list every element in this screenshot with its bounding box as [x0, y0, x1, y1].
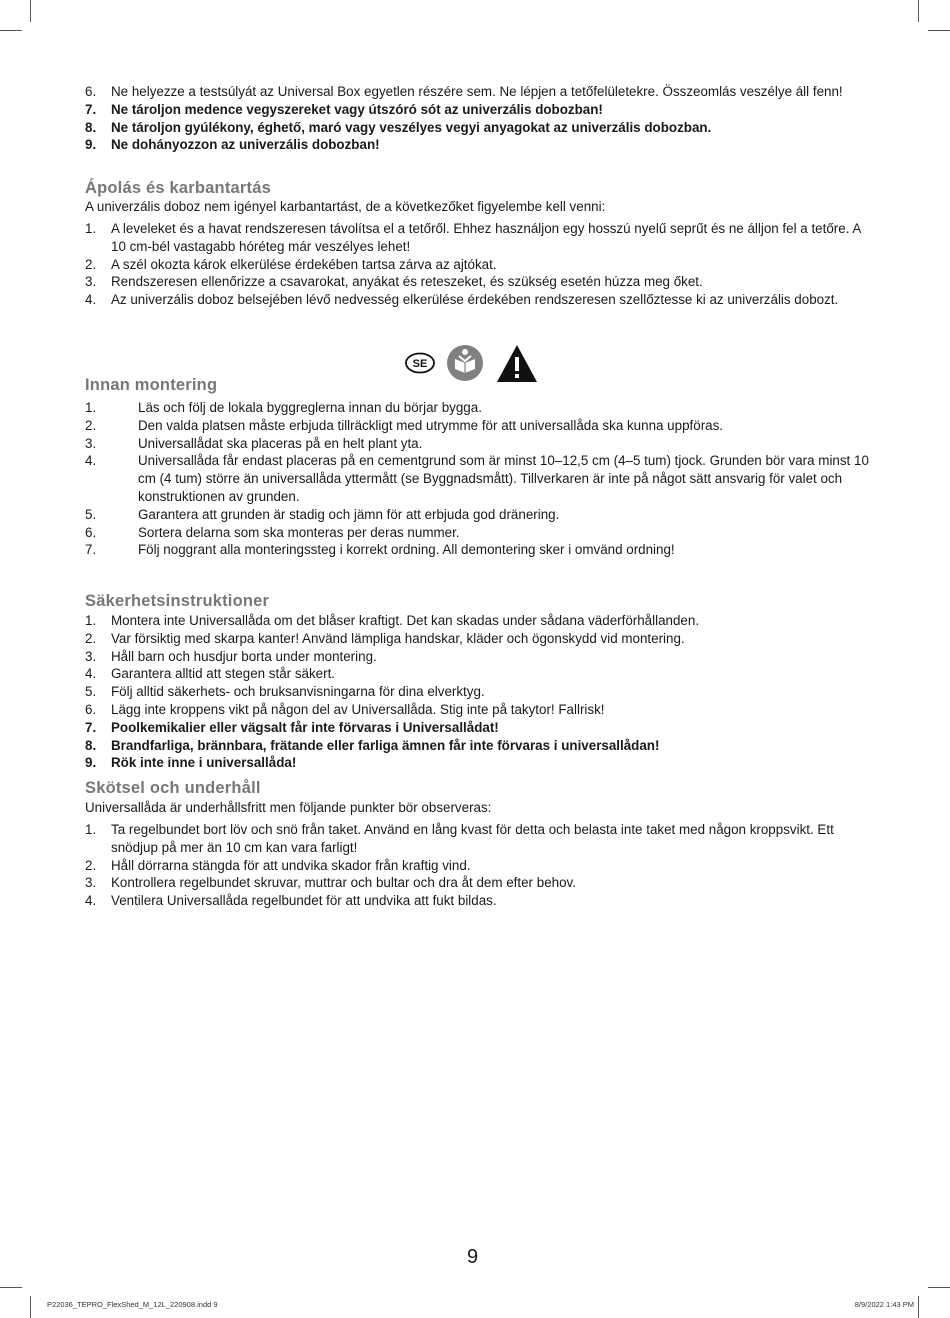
read-manual-icon [447, 345, 483, 381]
list-item: 1. Montera inte Universallåda om det blåser kraftigt. Det kan skadas under sådana väderförhållanden. [85, 613, 700, 628]
crop-mark [0, 1287, 22, 1288]
list-item: 3. Universallådat ska placeras på en helt plant yta. [85, 435, 423, 451]
list-item: 8. Brandfarliga, brännbara, frätande eller farliga ämnen får inte förvaras i universallådan! [85, 737, 660, 753]
crop-mark [928, 1287, 950, 1288]
swedish-care-list [85, 821, 845, 910]
svg-text:SE: SE [412, 358, 428, 370]
list-item: 1. Ta regelbundet bort löv och snö från taket. Använd en lång kvast för detta och belasta inte taket med någon kroppsvikt. Ett snödjup på mer än 10 cm kan vara farligt! [85, 822, 834, 855]
list-item: 5. Garantera att grunden är stadig och jämn för att erbjuda god dränering. [85, 506, 560, 522]
list-item: 1. Läs och följ de lokala byggreglerna innan du börjar bygga. [85, 400, 482, 415]
footer-file-name: P22036_TEPRO_FlexShed_M_12L_220908.indd 9 [47, 1300, 218, 1309]
list-item: 4. Az univerzális doboz belsejében lévő nedvesség elkerülése érdekében rendszeresen szellőztesse ki az univerzális dobozt. [85, 292, 839, 308]
section-intro-care-hu: A univerzális doboz nem igényel karbantartást, de a következőket figyelembe kell venni: [85, 199, 606, 214]
list-item: 8. Ne tároljon gyúlékony, éghető, maró vagy veszélyes vegyi anyagokat az univerzális dobozban. [85, 119, 712, 135]
list-item: 3. Kontrollera regelbundet skruvar, muttrar och bultar och dra åt dem efter behov. [85, 875, 576, 891]
section-heading-safety: Säkerhetsinstruktioner [85, 592, 270, 610]
list-item: 7. Poolkemikalier eller vägsalt får inte förvaras i Universallådat! [85, 719, 499, 735]
list-item: 6. Lägg inte kroppens vikt på någon del av Universallåda. Stig inte på takytor! Fallrisk! [85, 701, 605, 717]
crop-mark [30, 0, 31, 22]
list-item: 7. Ne tároljon medence vegyszereket vagy útszóró sót az univerzális dobozban! [85, 101, 603, 117]
list-item: 3. Rendszeresen ellenőrizze a csavarokat, anyákat és reteszeket, és szükség esetén húzza meg őket. [85, 274, 703, 290]
crop-mark [30, 1296, 31, 1318]
crop-mark [918, 0, 919, 22]
list-item: 4. Universallåda får endast placeras på en cementgrund som är minst 10–12,5 cm (4–5 tum) tjock. Grunden bör vara minst 10 cm (4 tum) större än universallåda yttermått (se Byggnadsmått). Tillverkaren är inte på något sätt ansvarig för valet och konstruktionen av grunden. [85, 453, 869, 504]
section-heading-care-se: Skötsel och underhåll [85, 779, 261, 797]
hungarian-care-list [85, 220, 875, 309]
footer-timestamp: 8/9/2022 1:43 PM [854, 1300, 914, 1309]
section-heading-mounting: Innan montering [85, 376, 218, 394]
list-item: 2. Var försiktig med skarpa kanter! Använd lämpliga handskar, kläder och ögonskydd vid montering. [85, 630, 685, 646]
list-item: 2. Håll dörrarna stängda för att undvika skador från kraftig vind. [85, 857, 471, 873]
crop-mark [0, 30, 22, 31]
warning-triangle-icon [497, 345, 537, 382]
page-number: 9 [467, 1246, 479, 1268]
list-item: 2. A szél okozta károk elkerülése érdekében tartsa zárva az ajtókat. [85, 256, 497, 272]
list-item: 4. Ventilera Universallåda regelbundet för att undvika att fukt bildas. [85, 893, 497, 909]
list-item: 5. Följ alltid säkerhets- och bruksanvisningarna för dina elverktyg. [85, 684, 485, 700]
list-item: 6. Sortera delarna som ska monteras per deras nummer. [85, 524, 460, 540]
list-item: 9. Ne dohányozzon az univerzális dobozban! [85, 137, 380, 153]
list-item: 3. Håll barn och husdjur borta under montering. [85, 648, 377, 664]
list-item: 7. Följ noggrant alla monteringssteg i korrekt ordning. All demontering sker i omvänd ordning! [85, 542, 675, 558]
crop-mark [928, 30, 950, 31]
hungarian-safety-list [85, 83, 865, 154]
safety-list [85, 612, 865, 772]
icons-svg [404, 342, 539, 384]
section-heading-care-hu: Ápolás és karbantartás [85, 179, 271, 197]
se-language-badge [406, 354, 434, 373]
crop-mark [918, 1296, 919, 1318]
list-item: 1. A leveleket és a havat rendszeresen távolítsa el a tetőről. Ehhez használjon egy hosszú nyelű seprűt és ne álljon fel a tetőre. A 10 cm-bél vastagabb hóréteg már veszélyes lehet! [85, 221, 861, 254]
list-item: 9. Rök inte inne i universallåda! [85, 755, 297, 771]
list-item: 4. Garantera alltid att stegen står säkert. [85, 666, 336, 682]
section-intro-care-se: Universallåda är underhållsfritt men följande punkter bör observeras: [85, 800, 492, 815]
language-icons-row [404, 342, 539, 384]
mounting-list [85, 399, 885, 559]
list-item: 6. Ne helyezze a testsúlyát az Universal Box egyetlen részére sem. Ne lépjen a tetőfelületekre. Összeomlás veszélye áll fenn! [85, 84, 843, 99]
list-item: 2. Den valda platsen måste erbjuda tillräckligt med utrymme för att universallåda ska kunna uppföras. [85, 417, 724, 433]
